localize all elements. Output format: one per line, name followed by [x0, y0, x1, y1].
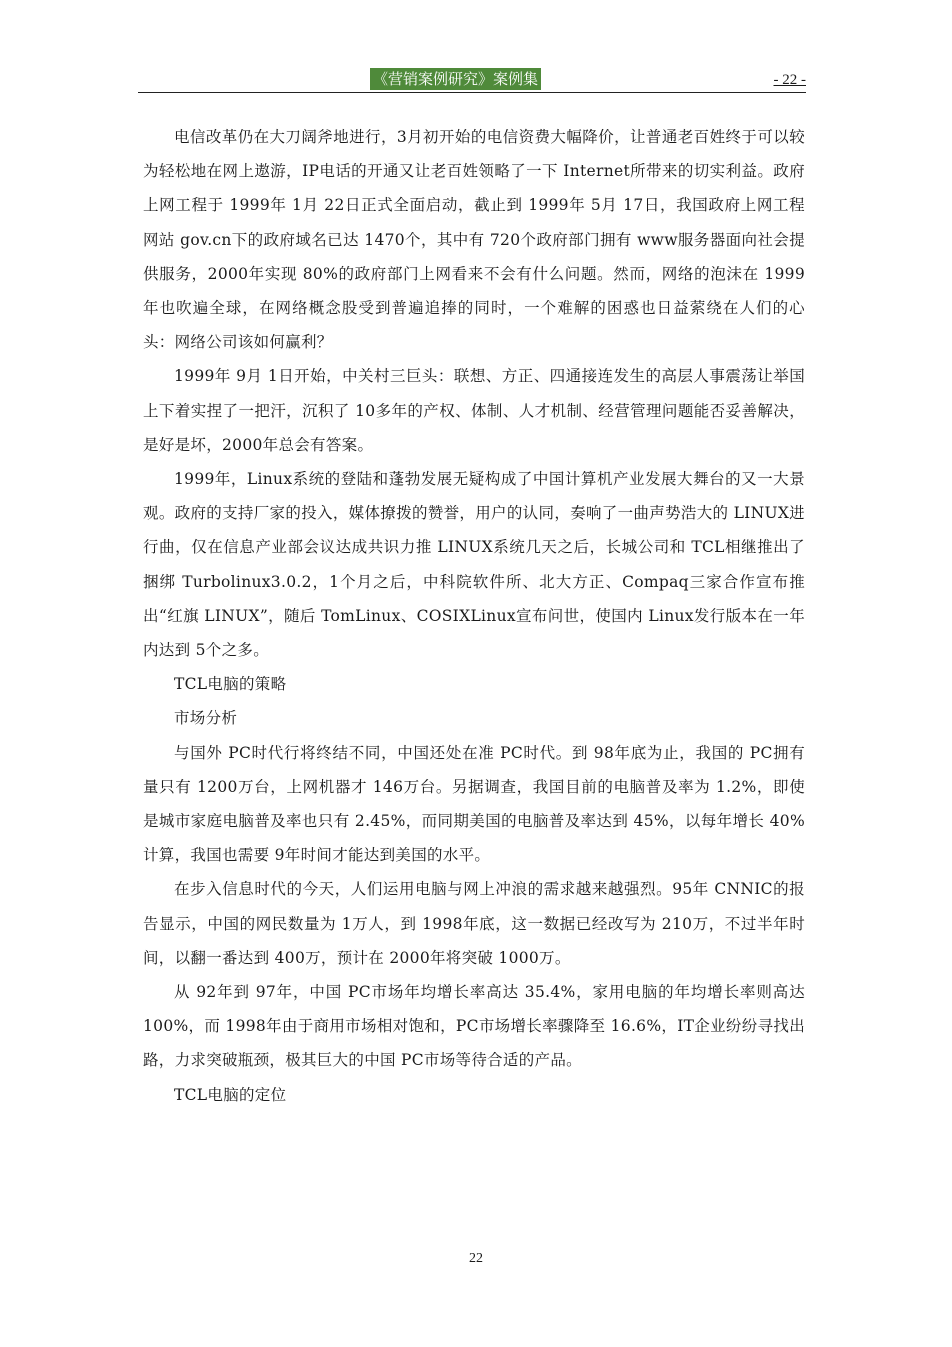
page-header — [138, 68, 806, 93]
paragraph-zhongguancun: 1999年 9月 1日开始，中关村三巨头：联想、方正、四通接连发生的高层人事震荡让举国上下着实捏了一把汗，沉积了 10多年的产权、体制、人才机制、经营管理问题能否妥善解决，是好是坏，2000年总会有答案。 — [143, 367, 805, 454]
section-heading-positioning: TCL电脑的定位 — [174, 1085, 287, 1104]
section-heading-strategy: TCL电脑的策略 — [174, 675, 287, 694]
footer-page-number: 22 — [469, 1251, 483, 1266]
paragraph-telecom-reform: 电信改革仍在大刀阔斧地进行，3月初开始的电信资费大幅降价，让普通老百姓终于可以较为轻松地在网上遨游，IP电话的开通又让老百姓领略了一下 Internet所带来的切实利益。政府上网工程于 1999年 1月 22日正式全面启动，截止到 1999年 5月 17日，我国政府上网工程网站 gov.cn下的政府域名已达 1470个，其中有 720个政府部门拥有 www服务器面向社会提供服务，2000年实现 80%的政府部门上网看来不会有什么问题。然而，网络的泡沫在 1999年也吹遍全球，在网络概念股受到普遍追捧的同时，一个难解的困惑也日益萦绕在人们的心头：网络公司该如何赢利？ — [143, 128, 805, 352]
paragraph-netizens: 在步入信息时代的今天，人们运用电脑与网上冲浪的需求越来越强烈。95年 CNNIC的报告显示，中国的网民数量为 1万人，到 1998年底，这一数据已经改写为 210万，不过半年时间，以翻一番达到 400万，预计在 2000年将突破 1000万。 — [143, 880, 805, 967]
paragraph-linux: 1999年，Linux系统的登陆和蓬勃发展无疑构成了中国计算机产业发展大舞台的又一大景观。政府的支持厂家的投入，媒体撩拨的赞誉，用户的认同，奏响了一曲声势浩大的 LINUX进行曲，仅在信息产业部会议达成共识力推 LINUX系统几天之后，长城公司和 TCL相继推出了捆绑 Turbolinux3.0.2，1个月之后，中科院软件所、北大方正、Compaq三家合作宣布推出“红旗 LINUX”，随后 TomLinux、COSIXLinux宣布问世，使国内 Linux发行版本在一年内达到 5个之多。 — [143, 470, 805, 660]
header-page-number: - 22 - — [773, 72, 806, 88]
page-body — [143, 120, 805, 1112]
section-heading-market-analysis: 市场分析 — [174, 709, 238, 728]
paragraph-pc-era: 与国外 PC时代行将终结不同，中国还处在准 PC时代。到 98年底为止，我国的 PC拥有量只有 1200万台，上网机器才 146万台。另据调查，我国目前的电脑普及率为 1.2%，即使是城市家庭电脑普及率也只有 2.45%，而同期美国的电脑普及率达到 45%，以每年增长 40%计算，我国也需要 9年时间才能达到美国的水平。 — [143, 743, 805, 865]
document-title: 《营销案例研究》案例集 — [370, 68, 541, 90]
paragraph-pc-market-growth: 从 92年到 97年，中国 PC市场年均增长率高达 35.4%，家用电脑的年均增长率则高达 100%，而 1998年由于商用市场相对饱和，PC市场增长率骤降至 16.6%，IT企业纷纷寻找出路，力求突破瓶颈，极其巨大的中国 PC市场等待合适的产品。 — [143, 983, 805, 1070]
